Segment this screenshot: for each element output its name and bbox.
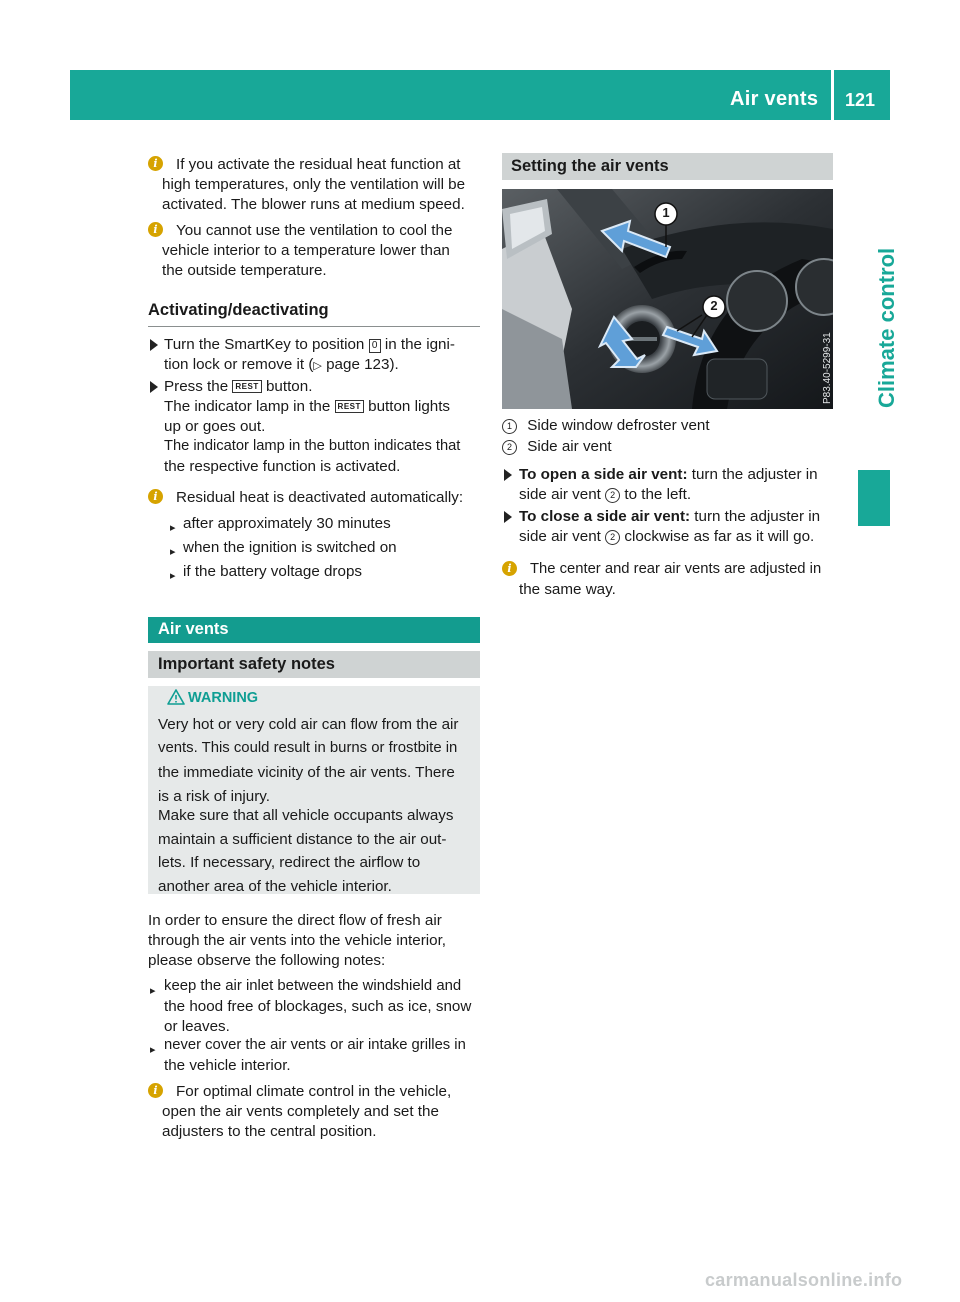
list-item: never cover the air vents or air intake grilles in	[164, 1037, 466, 1053]
callout-ref: 2	[605, 488, 620, 503]
bullet-icon	[170, 566, 175, 576]
warning-line: Make sure that all vehicle occupants always	[158, 807, 454, 824]
step2-line2	[164, 397, 450, 417]
warning-line: is a risk of injury.	[158, 788, 270, 805]
warning-line: maintain a sufficient distance to the air out-	[158, 831, 447, 848]
page-number: 121	[845, 90, 876, 110]
legend-number: 1	[502, 419, 517, 434]
step-arrow-icon	[150, 381, 158, 393]
info-icon: i	[502, 561, 517, 576]
rest-button-icon: REST	[232, 380, 261, 393]
paragraph-line: In order to ensure the direct flow of fresh air	[148, 912, 442, 929]
side-tab-label: Climate control	[874, 247, 899, 408]
info1-line1: If you activate the residual heat function at	[176, 156, 461, 173]
heading-rule	[148, 326, 480, 327]
step-arrow-icon	[150, 339, 158, 351]
step1-text-c: tion lock or remove it (	[164, 356, 314, 373]
list-item-cont: or leaves.	[164, 1018, 230, 1035]
watermark: carmanualsonline.info	[705, 1270, 903, 1290]
info-icon: i	[148, 489, 163, 504]
bullet-icon	[170, 518, 175, 528]
step-arrow-icon	[504, 469, 512, 481]
step2-text-b: button.	[265, 378, 313, 395]
close-step-line1	[519, 507, 820, 527]
open-step-line2	[519, 485, 691, 505]
close-step-text-a: side air vent	[519, 528, 601, 545]
warning-line: lets. If necessary, redirect the airflow to	[158, 854, 421, 871]
legend-item	[502, 416, 710, 436]
list-item: after approximately 30 minutes	[183, 515, 391, 532]
warning-label: WARNING	[188, 690, 259, 706]
close-step-text: turn the adjuster in	[694, 508, 821, 525]
info-right-line: the same way.	[519, 581, 616, 598]
page-ref-arrow-icon: ▷	[313, 360, 322, 372]
step2-text-a: Press the	[164, 378, 229, 395]
bullet-icon	[170, 542, 175, 552]
bullet-icon	[150, 981, 155, 991]
legend-text: Side window defroster vent	[527, 417, 710, 434]
step1-text-b: in the igni-	[384, 336, 455, 353]
air-vent-illustration	[502, 189, 833, 409]
open-step-bold: To open a side air vent:	[519, 466, 688, 483]
step-arrow-icon	[504, 511, 512, 523]
bullet-icon	[150, 1040, 155, 1050]
info2-line1: You cannot use the ventilation to cool the	[176, 222, 453, 239]
legend-text: Side air vent	[527, 438, 612, 455]
close-step-text-b: clockwise as far as it will go.	[624, 528, 815, 545]
info4-line: adjusters to the central position.	[162, 1123, 377, 1140]
info4-line: For optimal climate control in the vehicle,	[176, 1083, 452, 1100]
subsection-title-safety: Important safety notes	[158, 655, 335, 673]
open-step-text-b: to the left.	[624, 486, 692, 503]
info1-line2: high temperatures, only the ventilation will be	[162, 176, 466, 193]
close-step-bold: To close a side air vent:	[519, 508, 691, 525]
step1-line2	[164, 355, 399, 377]
info-icon: i	[148, 156, 163, 171]
warning-line: the immediate vicinity of the air vents. There	[158, 764, 455, 781]
header-divider	[831, 70, 834, 120]
step1-text-a: Turn the SmartKey to position	[164, 336, 365, 353]
paragraph-line: please observe the following notes:	[148, 952, 386, 969]
key-position-0-icon: 0	[369, 339, 381, 353]
section-title-air-vents: Air vents	[158, 620, 229, 638]
info-right-line: The center and rear air vents are adjusted in	[530, 561, 822, 577]
info-icon: i	[148, 222, 163, 237]
heading-activating: Activating/deactivating	[148, 301, 329, 319]
header-title: Air vents	[730, 88, 819, 110]
callout-2: 2	[710, 298, 718, 313]
side-tab-marker	[858, 470, 890, 526]
info4-line: open the air vents completely and set the	[162, 1103, 439, 1120]
list-item: if the battery voltage drops	[183, 563, 362, 580]
open-step-line1	[519, 465, 818, 485]
callout-ref: 2	[605, 530, 620, 545]
image-code: P83.40-5299-31	[822, 332, 833, 404]
callout-1: 1	[662, 205, 670, 220]
subsection-title-setting: Setting the air vents	[511, 157, 669, 175]
paragraph-line: through the air vents into the vehicle interior,	[148, 932, 447, 949]
step2-line4: The indicator lamp in the button indicates that	[164, 438, 461, 454]
step2-text-c: The indicator lamp in the	[164, 398, 331, 415]
step2-line3: up or goes out.	[164, 418, 266, 435]
step2-text-d: button lights	[368, 398, 451, 415]
rest-button-icon: REST	[335, 400, 364, 413]
step2-line1	[164, 377, 312, 397]
list-item: when the ignition is switched on	[183, 539, 397, 556]
list-item-cont: the vehicle interior.	[164, 1057, 291, 1074]
warning-line: another area of the vehicle interior.	[158, 878, 392, 895]
legend-number: 2	[502, 440, 517, 455]
open-step-text-a: side air vent	[519, 486, 601, 503]
info-icon: i	[148, 1083, 163, 1098]
warning-triangle-icon	[167, 689, 185, 705]
page-ref-link[interactable]: page 123).	[326, 356, 399, 373]
info2-line3: the outside temperature.	[162, 262, 327, 279]
info1-line3: activated. The blower runs at medium speed.	[162, 196, 465, 213]
info3-line: Residual heat is deactivated automatically:	[176, 489, 464, 506]
step1-line1	[164, 335, 455, 355]
close-step-line2	[519, 527, 814, 547]
list-item-cont: the hood free of blockages, such as ice, snow	[164, 998, 472, 1015]
warning-line: Very hot or very cold air can flow from the air	[158, 716, 459, 733]
step2-line5: the respective function is activated.	[164, 458, 401, 475]
list-item: keep the air inlet between the windshield and	[164, 978, 462, 994]
open-step-text: turn the adjuster in	[691, 466, 818, 483]
info2-line2: vehicle interior to a temperature lower than	[162, 242, 450, 259]
warning-line: vents. This could result in burns or frostbite in	[158, 740, 458, 756]
legend-item	[502, 437, 612, 457]
